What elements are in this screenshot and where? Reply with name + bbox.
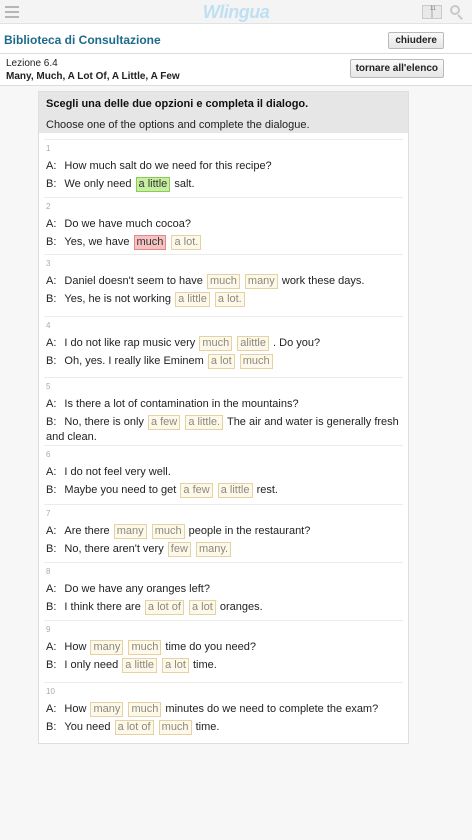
answer-option[interactable]: a lot.: [215, 292, 245, 307]
dialogue-line-a: [46, 217, 400, 231]
answer-option[interactable]: much: [134, 235, 167, 250]
dialogue-text: people in the restaurant?: [188, 525, 311, 537]
speaker-label: A:: [46, 703, 57, 715]
speaker-label: A:: [46, 160, 57, 172]
exercise-number: 10: [46, 687, 55, 696]
dialogue-line-a: [46, 702, 400, 717]
header: [0, 24, 472, 54]
answer-option[interactable]: much: [128, 640, 161, 655]
dialogue-text: rest.: [256, 484, 278, 496]
exercise-number: 9: [46, 625, 51, 634]
answer-option[interactable]: much: [240, 354, 273, 369]
dialogue-text: I think there are: [64, 601, 141, 613]
dialogue-line-b: [46, 720, 400, 735]
answer-option[interactable]: a little: [136, 177, 171, 192]
dialogue-text: Maybe you need to get: [64, 484, 177, 496]
exercise-number: 6: [46, 450, 51, 459]
dialogue-text: salt.: [174, 178, 195, 190]
answer-option[interactable]: a lot: [208, 354, 235, 369]
dialogue-line-a: [46, 274, 400, 289]
exercise-number: 2: [46, 202, 51, 211]
dialogue-text: Yes, we have: [64, 236, 130, 248]
answer-option[interactable]: many.: [196, 542, 231, 557]
dialogue-text: I only need: [64, 659, 119, 671]
dialogue-line-a: [46, 336, 400, 351]
dialogue-line-a: [46, 640, 400, 655]
divider: [44, 197, 403, 198]
app-logo: Wlingua: [202, 2, 270, 22]
speaker-label: A:: [46, 641, 57, 653]
speaker-label: B:: [46, 416, 57, 428]
dialogue-line-b: [46, 600, 400, 615]
exercise-card: [38, 91, 409, 744]
answer-option[interactable]: a little: [175, 292, 210, 307]
exercise-number: 4: [46, 321, 51, 330]
speaker-label: B:: [46, 236, 57, 248]
divider: [44, 682, 403, 683]
dialogue-line-a: [46, 524, 400, 539]
speaker-label: B:: [46, 721, 57, 733]
dialogue-line-b: [46, 542, 400, 557]
answer-option[interactable]: many: [245, 274, 278, 289]
dialogue-text: Daniel doesn't seem to have: [64, 275, 203, 287]
answer-option[interactable]: few: [168, 542, 191, 557]
dialogue-text: Do we have any oranges left?: [64, 583, 210, 595]
answer-option[interactable]: many: [90, 702, 123, 717]
divider: [44, 139, 403, 140]
dialogue-text: time.: [195, 721, 220, 733]
dialogue-line-a: [46, 159, 400, 173]
lesson-header: [0, 54, 472, 86]
instructions-italian: Scegli una delle due opzioni e completa il dialogo.: [46, 98, 309, 110]
speaker-label: A:: [46, 337, 57, 349]
answer-option[interactable]: a lot: [189, 600, 216, 615]
speaker-label: B:: [46, 601, 57, 613]
speaker-label: B:: [46, 293, 57, 305]
top-bar: [0, 0, 472, 24]
answer-option[interactable]: much: [159, 720, 192, 735]
dialogue-text: The air and water is generally fresh and clean.: [46, 416, 399, 443]
instructions: [39, 92, 408, 133]
speaker-label: B:: [46, 484, 57, 496]
dialogue-text: No, there is only: [64, 416, 144, 428]
dialogue-text: I do not feel very well.: [64, 466, 171, 478]
lesson-number: Lezione 6.4: [6, 58, 58, 69]
dialogue-line-a: [46, 465, 400, 479]
exercise-number: 3: [46, 259, 51, 268]
dialogue-text: minutes do we need to complete the exam?: [165, 703, 379, 715]
divider: [44, 377, 403, 378]
answer-option[interactable]: a lot of: [115, 720, 154, 735]
dialogue-text: oranges.: [219, 601, 263, 613]
divider: [44, 254, 403, 255]
divider: [44, 562, 403, 563]
dialogue-text: Yes, he is not working: [64, 293, 172, 305]
speaker-label: A:: [46, 583, 57, 595]
page-title: Biblioteca di Consultazione: [4, 33, 161, 47]
exercise-number: 1: [46, 144, 51, 153]
search-icon[interactable]: [448, 4, 464, 20]
speaker-label: A:: [46, 218, 57, 230]
dialogue-line-a: [46, 582, 400, 596]
speaker-label: A:: [46, 466, 57, 478]
divider: [44, 445, 403, 446]
answer-option[interactable]: much: [199, 336, 232, 351]
speaker-label: B:: [46, 543, 57, 555]
dialogue-text: We only need: [64, 178, 132, 190]
answer-option[interactable]: alittle: [237, 336, 269, 351]
dialogue-line-b: [46, 415, 400, 444]
dialogue-line-b: [46, 658, 400, 673]
exercise-number: 7: [46, 509, 51, 518]
dialogue-text: I do not like rap music very: [64, 337, 196, 349]
dialogue-line-b: [46, 235, 400, 250]
speaker-label: A:: [46, 525, 57, 537]
answer-option[interactable]: a few: [180, 483, 212, 498]
exercise-number: 5: [46, 382, 51, 391]
answer-option[interactable]: a little.: [185, 415, 223, 430]
dialogue-text: How: [64, 641, 87, 653]
exercise-number: 8: [46, 567, 51, 576]
dialogue-line-b: [46, 483, 400, 498]
answer-option[interactable]: a few: [148, 415, 180, 430]
answer-option[interactable]: much: [128, 702, 161, 717]
dialogue-text: Oh, yes. I really like Eminem: [64, 355, 204, 367]
answer-option[interactable]: many: [90, 640, 123, 655]
dialogue-text: time.: [192, 659, 217, 671]
dialogue-line-a: [46, 397, 400, 411]
dialogue-text: Are there: [64, 525, 110, 537]
dialogue-text: . Do you?: [273, 337, 321, 349]
answer-option[interactable]: a little: [122, 658, 157, 673]
answer-option[interactable]: a little: [218, 483, 253, 498]
answer-option[interactable]: many: [114, 524, 147, 539]
dialogue-text: time do you need?: [165, 641, 256, 653]
speaker-label: B:: [46, 178, 57, 190]
close-button[interactable]: chiudere: [388, 32, 444, 49]
dialogue-text: No, there aren't very: [64, 543, 164, 555]
speaker-label: B:: [46, 659, 57, 671]
book-icon[interactable]: [422, 3, 444, 21]
lesson-name: Many, Much, A Lot Of, A Little, A Few: [6, 71, 180, 82]
dialogue-text: You need: [64, 721, 111, 733]
speaker-label: B:: [46, 355, 57, 367]
divider: [44, 504, 403, 505]
instructions-english: Choose one of the options and complete the dialogue.: [46, 119, 310, 131]
book-count: 11: [429, 6, 437, 12]
dialogue-line-b: [46, 177, 400, 192]
dialogue-text: How much salt do we need for this recipe?: [64, 160, 272, 172]
answer-option[interactable]: a lot.: [171, 235, 201, 250]
top-right-tools: [422, 3, 464, 21]
divider: [44, 620, 403, 621]
dialogue-text: How: [64, 703, 87, 715]
dialogue-line-b: [46, 354, 400, 369]
dialogue-text: Is there a lot of contamination in the mountains?: [64, 398, 299, 410]
divider: [44, 316, 403, 317]
speaker-label: A:: [46, 275, 57, 287]
answer-option[interactable]: a lot: [162, 658, 189, 673]
dialogue-line-b: [46, 292, 400, 307]
answer-option[interactable]: much: [207, 274, 240, 289]
answer-option[interactable]: much: [152, 524, 185, 539]
answer-option[interactable]: a lot of: [145, 600, 184, 615]
back-to-list-button[interactable]: tornare all'elenco: [350, 59, 444, 78]
dialogue-text: Do we have much cocoa?: [64, 218, 191, 230]
speaker-label: A:: [46, 398, 57, 410]
dialogue-text: work these days.: [281, 275, 365, 287]
